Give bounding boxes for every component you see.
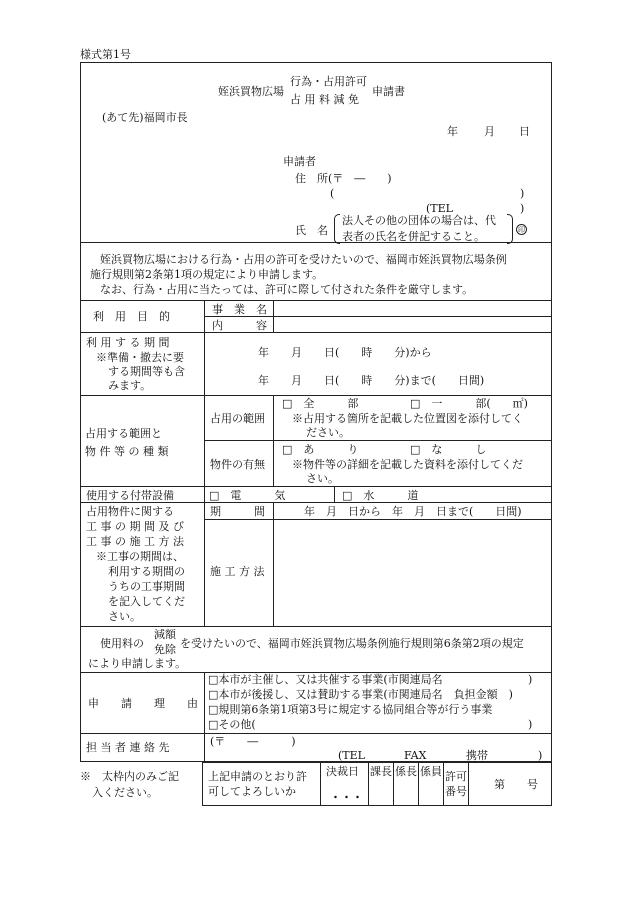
range-note1: ※占用する箇所を記載した位置図を添付してく <box>292 412 523 425</box>
corp-note-2: 表者の氏名を併記すること。 <box>342 230 485 243</box>
facility-electric[interactable]: □ 電 気 <box>209 489 286 502</box>
scope-label1: 占用する範囲と <box>85 427 162 440</box>
permit-number: 第 号 <box>494 778 538 791</box>
contact-postal: (〒 ― ) <box>210 735 296 748</box>
title-suffix: 申請書 <box>372 85 405 98</box>
address-label: 住 所(〒 ― ) <box>295 172 392 185</box>
sub-chief: 係長 <box>395 765 417 778</box>
permit-label-2: 番号 <box>445 785 467 798</box>
items-note2: さい。 <box>306 472 339 485</box>
range-part[interactable]: □ 一 部( ㎡) <box>410 397 528 410</box>
applicant-tel: (TEL <box>426 202 453 215</box>
items-yes[interactable]: □ あ り <box>282 443 359 456</box>
reason-opt3[interactable]: □規則第6条第1項第3号に規定する協同組合等が行う事業 <box>208 703 493 716</box>
reason-opt1[interactable]: □本市が主催し、又は共催する事業(市関連局名 <box>208 673 443 686</box>
date-month: 月 <box>484 125 495 138</box>
construction-note5: さい。 <box>108 610 141 623</box>
construction-label3: 工 事 の 施 工 方 法 <box>86 535 184 548</box>
construction-label2: 工 事 の 期 間 及 び <box>86 520 184 533</box>
note-bracket-left <box>334 214 340 244</box>
fee-line1: を受けたいので、福岡市姪浜買物広場条例施行規則第6条第2項の規定 <box>180 637 524 650</box>
construction-note2: 利用する期間の <box>108 565 185 578</box>
address-paren-close: ) <box>520 187 525 200</box>
contact-tel: (TEL <box>338 749 365 762</box>
staff: 係員 <box>420 765 442 778</box>
contact-close: ) <box>538 749 543 762</box>
period-to: 年 月 日( 時 分)まで( 日間) <box>258 374 485 387</box>
fee-prefix: 使用料の <box>100 637 144 650</box>
event-name-label: 事 業 名 <box>212 303 267 316</box>
footer-note1: ※ 太枠内のみご記 <box>80 770 179 783</box>
contact-fax: FAX <box>404 749 427 762</box>
reason-opt1-close: ) <box>528 673 533 686</box>
name-label: 氏 名 <box>295 224 328 237</box>
construction-method-label: 施 工 方 法 <box>210 565 265 578</box>
items-note1: ※物件等の詳細を記載した資料を添付してくだ <box>292 458 523 471</box>
approve-line1: 上記申請のとおり許 <box>208 770 307 783</box>
reason-label: 申 請 理 由 <box>88 697 198 710</box>
permit-label-1: 許可 <box>445 770 467 783</box>
range-note2: ださい。 <box>306 426 350 439</box>
decision-date: 決裁日 <box>326 765 359 778</box>
title-line2: 占 用 料 減 免 <box>290 93 359 106</box>
section-chief: 課長 <box>370 765 392 778</box>
decision-dots: ・・・ <box>330 791 363 804</box>
reason-opt2[interactable]: □本市が後援し、又は賛助する事業(市関連局名 負担金額 ) <box>208 688 513 701</box>
construction-period-label: 期 間 <box>210 505 265 518</box>
scope-label2: 物 件 等 の 種 類 <box>85 445 169 458</box>
applicant-tel-close: ) <box>520 202 525 215</box>
addressee: (あて先)福岡市長 <box>102 111 188 124</box>
reason-opt4[interactable]: □その他( <box>208 718 256 731</box>
title-prefix: 姪浜買物広場 <box>218 85 284 98</box>
date-year: 年 <box>447 125 458 138</box>
range-label: 占用の範囲 <box>210 412 265 425</box>
footer-note2: 入ください。 <box>92 786 158 799</box>
items-no[interactable]: □ な し <box>410 443 487 456</box>
contact-label: 担 当 者 連 絡 先 <box>86 741 170 754</box>
reason-opt4-close: ) <box>528 718 533 731</box>
fee-reduce[interactable]: 減額 <box>154 628 176 641</box>
content-label: 内 容 <box>212 319 267 332</box>
construction-label1: 占用物件に関する <box>86 505 174 518</box>
period-from: 年 月 日( 時 分)から <box>258 346 432 359</box>
contact-mobile: 携帯 <box>466 749 488 762</box>
fee-exempt[interactable]: 免除 <box>154 643 176 656</box>
facilities-label: 使用する付帯設備 <box>86 489 174 502</box>
construction-note3: うちの工事期間 <box>108 580 185 593</box>
address-paren-open: ( <box>330 187 335 200</box>
intro-line1: 姪浜買物広場における行為・占用の許可を受けたいので、福岡市姪浜買物広場条例 <box>100 253 507 266</box>
period-note1: ※準備・撤去に要 <box>96 351 184 364</box>
form-number: 様式第1号 <box>80 48 131 61</box>
construction-period-value: 年 月 日から 年 月 日まで( 日間) <box>304 505 522 518</box>
construction-note4: を記入してくだ <box>108 595 185 608</box>
period-note2: する期間等も含 <box>108 365 185 378</box>
range-all[interactable]: □ 全 部 <box>282 397 359 410</box>
corp-note-1: 法人その他の団体の場合は、代 <box>342 214 496 227</box>
seal-mark: 印 <box>518 226 525 234</box>
title-line1: 行為・占用許可 <box>290 75 367 88</box>
applicant-label: 申請者 <box>283 155 316 168</box>
facility-water[interactable]: □ 水 道 <box>342 489 419 502</box>
date-day: 日 <box>519 125 530 138</box>
period-label: 利 用 す る 期 間 <box>86 336 170 349</box>
purpose-label: 利 用 目 的 <box>93 310 170 323</box>
construction-note1: ※工事の期間は、 <box>96 550 184 563</box>
period-note3: みます。 <box>108 379 152 392</box>
fee-line2: により申請します。 <box>88 657 187 670</box>
note-bracket-right <box>507 214 513 244</box>
items-label: 物件の有無 <box>210 458 265 471</box>
intro-line2: 施行規則第2条第1項の規定により申請します。 <box>90 268 324 281</box>
approve-line2: 可してよろしいか <box>208 785 296 798</box>
intro-line3: なお、行為・占用に当たっては、許可に際して付された条件を厳守します。 <box>100 283 474 296</box>
